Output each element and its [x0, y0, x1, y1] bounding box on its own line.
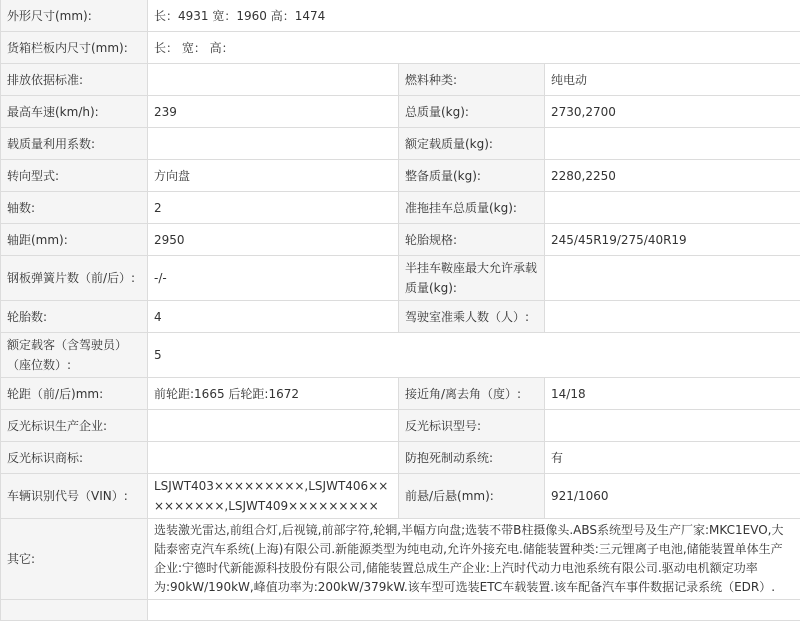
tyre-spec-label: 轮胎规格:: [399, 224, 545, 256]
track-width-label: 轮距（前/后)mm:: [1, 378, 148, 410]
overhang-label: 前悬/后悬(mm):: [399, 474, 545, 519]
total-mass-value: 2730,2700: [545, 96, 800, 128]
approach-departure-label: 接近角/离去角（度）:: [399, 378, 545, 410]
cab-occupants-label: 驾驶室准乘人数（人）:: [399, 301, 545, 333]
passenger-capacity-label: 额定载客（含驾驶员）（座位数）:: [1, 333, 148, 378]
tyre-spec-value: 245/45R19/275/40R19: [545, 224, 800, 256]
row-speed-mass: [1, 96, 800, 128]
vin-label: 车辆识别代号（VIN）:: [1, 474, 148, 519]
cargo-box-dimensions-value: 长： 宽： 高：: [148, 32, 800, 64]
cab-occupants-value: [545, 301, 800, 333]
abs-label: 防抱死制动系统:: [399, 442, 545, 474]
row-reflective-brand-abs: [1, 442, 800, 474]
row-tyre-count-cab: [1, 301, 800, 333]
row-load-coefficient: [1, 128, 800, 160]
row-other: [1, 519, 800, 600]
row-leaf-spring-saddle: [1, 256, 800, 301]
tyre-count-value: 4: [148, 301, 399, 333]
row-overall-dimensions: [1, 0, 800, 32]
other-label: 其它:: [1, 519, 148, 600]
fuel-type-value: 纯电动: [545, 64, 800, 96]
reflective-model-label: 反光标识型号:: [399, 410, 545, 442]
row-passenger-capacity: [1, 333, 800, 378]
rated-load-label: 额定载质量(kg):: [399, 128, 545, 160]
saddle-load-value: [545, 256, 800, 301]
saddle-load-label: 半挂车鞍座最大允许承载质量(kg):: [399, 256, 545, 301]
wheelbase-value: 2950: [148, 224, 399, 256]
tyre-count-label: 轮胎数:: [1, 301, 148, 333]
row-vin-overhang: [1, 474, 800, 519]
row-cargo-box-dimensions: [1, 32, 800, 64]
reflective-model-value: [545, 410, 800, 442]
row-track-angles: [1, 378, 800, 410]
overall-dimensions-value: 长：4931 宽：1960 高：1474: [148, 0, 800, 32]
emission-standard-label: 排放依据标准:: [1, 64, 148, 96]
reflective-maker-label: 反光标识生产企业:: [1, 410, 148, 442]
load-coefficient-value: [148, 128, 399, 160]
vin-value: LSJWT403×××××××××,LSJWT406×××××××××,LSJWT409×××××××××: [148, 474, 399, 519]
max-speed-value: 239: [148, 96, 399, 128]
reflective-maker-value: [148, 410, 399, 442]
reflective-brand-value: [148, 442, 399, 474]
other-value: 选装激光雷达,前组合灯,后视镜,前部字符,轮辋,半幅方向盘;选装不带B柱摄像头.ABS系统型号及生产厂家:MKC1EVO,大陆泰密克汽车系统(上海)有限公司.新能源类型为纯电动,允许外接充电.储能装置种类:三元锂离子电池,储能装置单体生产企业:宁德时代新能源科技股份有限公司,储能装置总成生产企业:上汽时代动力电池系统有限公司.驱动电机额定功率为:90kW/190kW,峰值功率为:200kW/379kW.该车型可选装ETC车载装置.该车配备汽车事件数据记录系统（EDR）.: [148, 519, 800, 600]
reflective-brand-label: 反光标识商标:: [1, 442, 148, 474]
emission-standard-value: [148, 64, 399, 96]
max-speed-label: 最高车速(km/h):: [1, 96, 148, 128]
row-emission-fuel: [1, 64, 800, 96]
row-steering-curb: [1, 160, 800, 192]
row-axles-trailer: [1, 192, 800, 224]
steering-type-value: 方向盘: [148, 160, 399, 192]
rated-load-value: [545, 128, 800, 160]
steering-type-label: 转向型式:: [1, 160, 148, 192]
axle-count-value: 2: [148, 192, 399, 224]
track-width-value: 前轮距:1665 后轮距:1672: [148, 378, 399, 410]
passenger-capacity-value: 5: [148, 333, 800, 378]
curb-mass-value: 2280,2250: [545, 160, 800, 192]
overhang-value: 921/1060: [545, 474, 800, 519]
curb-mass-label: 整备质量(kg):: [399, 160, 545, 192]
abs-value: 有: [545, 442, 800, 474]
row-partial: [1, 600, 800, 621]
axle-count-label: 轴数:: [1, 192, 148, 224]
trailer-mass-label: 准拖挂车总质量(kg):: [399, 192, 545, 224]
overall-dimensions-label: 外形尺寸(mm):: [1, 0, 148, 32]
row-reflective-maker: [1, 410, 800, 442]
partial-label-cell: [1, 600, 148, 621]
total-mass-label: 总质量(kg):: [399, 96, 545, 128]
cargo-box-dimensions-label: 货箱栏板内尺寸(mm):: [1, 32, 148, 64]
load-coefficient-label: 载质量利用系数:: [1, 128, 148, 160]
wheelbase-label: 轴距(mm):: [1, 224, 148, 256]
trailer-mass-value: [545, 192, 800, 224]
fuel-type-label: 燃料种类:: [399, 64, 545, 96]
leaf-spring-label: 钢板弹簧片数（前/后）:: [1, 256, 148, 301]
leaf-spring-value: -/-: [148, 256, 399, 301]
approach-departure-value: 14/18: [545, 378, 800, 410]
row-wheelbase-tyres: [1, 224, 800, 256]
partial-value-cell: [148, 600, 800, 621]
